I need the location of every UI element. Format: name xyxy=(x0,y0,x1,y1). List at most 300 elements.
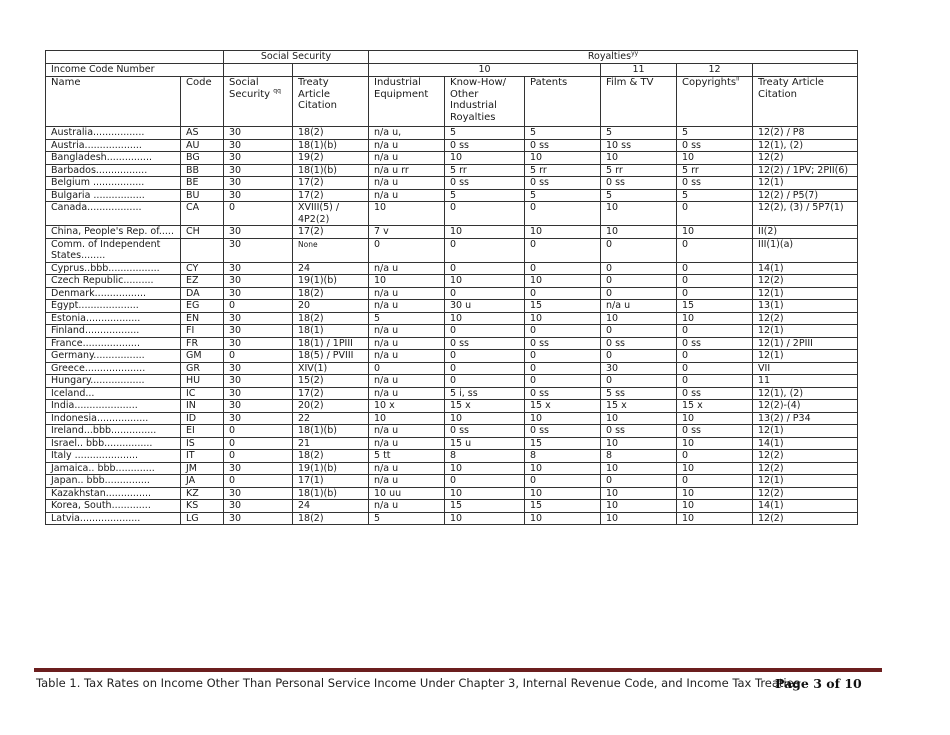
cell-social-security: 0 xyxy=(224,202,293,226)
cell-treaty-citation-2: 14(1) xyxy=(753,437,858,450)
cell-know-how: 0 xyxy=(445,475,525,488)
cell-social-security: 30 xyxy=(224,500,293,513)
cell-industrial-equipment: n/a u xyxy=(369,300,445,313)
cell-patents: 15 xyxy=(525,437,601,450)
cell-know-how: 0 xyxy=(445,362,525,375)
cell-industrial-equipment: n/a u xyxy=(369,500,445,513)
cell-patents: 0 xyxy=(525,475,601,488)
cell-copyrights: 5 rr xyxy=(677,164,753,177)
cell-name: Estonia.................. xyxy=(46,312,181,325)
cell-film-tv: 0 xyxy=(601,375,677,388)
cell-treaty-citation: 18(1)(b) xyxy=(293,425,369,438)
cell-code: CA xyxy=(181,202,224,226)
cell-name: Kazakhstan............... xyxy=(46,487,181,500)
cell-code: IS xyxy=(181,437,224,450)
cell-copyrights: 0 ss xyxy=(677,425,753,438)
cell-treaty-citation: 22 xyxy=(293,412,369,425)
cell-treaty-citation-2: 12(1) xyxy=(753,325,858,338)
cell-name: Indonesia................. xyxy=(46,412,181,425)
cell-treaty-citation-2: III(1)(a) xyxy=(753,238,858,262)
cell-treaty-citation: 18(2) xyxy=(293,127,369,140)
cell-social-security: 30 xyxy=(224,226,293,239)
cell-patents: 0 ss xyxy=(525,425,601,438)
cell-industrial-equipment: 10 x xyxy=(369,400,445,413)
cell-treaty-citation-2: 12(2), (3) / 5P7(1) xyxy=(753,202,858,226)
cell-patents: 15 x xyxy=(525,400,601,413)
cell-treaty-citation-2: 12(1) / 2PIII xyxy=(753,337,858,350)
cell-social-security: 30 xyxy=(224,127,293,140)
cell-know-how: 10 xyxy=(445,312,525,325)
cell-social-security: 30 xyxy=(224,189,293,202)
cell-social-security: 30 xyxy=(224,177,293,190)
cell-treaty-citation-2: 13(2) / P34 xyxy=(753,412,858,425)
cell-code: KS xyxy=(181,500,224,513)
cell-name: Italy ..................... xyxy=(46,450,181,463)
cell-treaty-citation-2: II(2) xyxy=(753,226,858,239)
cell-treaty-citation-2: 12(1) xyxy=(753,350,858,363)
cell-treaty-citation-2: 12(2) xyxy=(753,487,858,500)
table-row xyxy=(46,127,858,140)
cell-industrial-equipment: 5 tt xyxy=(369,450,445,463)
header-industrial-equipment: Industrial Equipment xyxy=(369,77,445,127)
cell-name: Bangladesh............... xyxy=(46,152,181,165)
cell-treaty-citation: 21 xyxy=(293,437,369,450)
table-row xyxy=(46,500,858,513)
header-group-row xyxy=(46,51,858,64)
cell-patents: 0 ss xyxy=(525,139,601,152)
cell-name: Bulgaria ................. xyxy=(46,189,181,202)
cell-name: Finland.................. xyxy=(46,325,181,338)
cell-patents: 0 xyxy=(525,287,601,300)
cell-name: China, People's Rep. of..... xyxy=(46,226,181,239)
cell-film-tv: 10 ss xyxy=(601,139,677,152)
cell-copyrights: 0 ss xyxy=(677,139,753,152)
cell-copyrights: 0 xyxy=(677,275,753,288)
cell-industrial-equipment: n/a u xyxy=(369,337,445,350)
cell-patents: 10 xyxy=(525,226,601,239)
cell-copyrights: 5 xyxy=(677,189,753,202)
cell-social-security: 0 xyxy=(224,425,293,438)
cell-film-tv: 0 xyxy=(601,275,677,288)
table-row xyxy=(46,350,858,363)
cell-patents: 10 xyxy=(525,512,601,525)
cell-film-tv: 5 xyxy=(601,127,677,140)
header-income-code-row xyxy=(46,64,858,77)
cell-film-tv: 10 xyxy=(601,312,677,325)
cell-film-tv: 0 ss xyxy=(601,425,677,438)
cell-patents: 10 xyxy=(525,312,601,325)
cell-treaty-citation: 18(1)(b) xyxy=(293,487,369,500)
table-row xyxy=(46,262,858,275)
cell-social-security: 30 xyxy=(224,362,293,375)
header-patents: Patents xyxy=(525,77,601,127)
cell-name: Jamaica.. bbb............. xyxy=(46,462,181,475)
cell-name: Australia................. xyxy=(46,127,181,140)
cell-copyrights: 0 xyxy=(677,325,753,338)
header-treaty-citation-2: Treaty Article Citation xyxy=(753,77,858,127)
cell-treaty-citation: 24 xyxy=(293,500,369,513)
cell-code: ID xyxy=(181,412,224,425)
cell-treaty-citation: 18(1)(b) xyxy=(293,164,369,177)
cell-social-security: 30 xyxy=(224,164,293,177)
cell-industrial-equipment: n/a u xyxy=(369,139,445,152)
cell-treaty-citation-2: 12(2) xyxy=(753,512,858,525)
cell-code: AU xyxy=(181,139,224,152)
cell-social-security: 30 xyxy=(224,262,293,275)
cell-social-security: 30 xyxy=(224,238,293,262)
table-row xyxy=(46,362,858,375)
cell-industrial-equipment: n/a u xyxy=(369,475,445,488)
cell-treaty-citation-2: 12(2)-(4) xyxy=(753,400,858,413)
footer-divider xyxy=(34,668,882,672)
cell-treaty-citation: XVIII(5) / 4P2(2) xyxy=(293,202,369,226)
cell-film-tv: 0 xyxy=(601,325,677,338)
cell-copyrights: 15 xyxy=(677,300,753,313)
cell-treaty-citation: 19(2) xyxy=(293,152,369,165)
cell-name: Germany................. xyxy=(46,350,181,363)
cell-film-tv: 10 xyxy=(601,412,677,425)
cell-industrial-equipment: 5 xyxy=(369,512,445,525)
cell-copyrights: 0 xyxy=(677,362,753,375)
cell-treaty-citation: 18(2) xyxy=(293,287,369,300)
table-row xyxy=(46,275,858,288)
cell-copyrights: 10 xyxy=(677,312,753,325)
table-row xyxy=(46,226,858,239)
header-royalties-group: Royalties$^{yy}$ xyxy=(369,51,858,64)
cell-code: BE xyxy=(181,177,224,190)
header-code: Code xyxy=(181,77,224,127)
cell-film-tv: 10 xyxy=(601,512,677,525)
cell-copyrights: 15 x xyxy=(677,400,753,413)
cell-know-how: 15 x xyxy=(445,400,525,413)
cell-name: Cyprus..bbb................. xyxy=(46,262,181,275)
cell-code: KZ xyxy=(181,487,224,500)
cell-treaty-citation-2: 12(2) xyxy=(753,152,858,165)
cell-patents: 8 xyxy=(525,450,601,463)
cell-treaty-citation-2: 12(2) xyxy=(753,275,858,288)
cell-patents: 0 ss xyxy=(525,337,601,350)
cell-code: IC xyxy=(181,387,224,400)
cell-treaty-citation: None xyxy=(293,238,369,262)
table-row xyxy=(46,177,858,190)
cell-social-security: 30 xyxy=(224,287,293,300)
cell-know-how: 10 xyxy=(445,412,525,425)
cell-patents: 5 xyxy=(525,189,601,202)
table-row xyxy=(46,139,858,152)
cell-industrial-equipment: 5 xyxy=(369,312,445,325)
cell-code: FR xyxy=(181,337,224,350)
cell-copyrights: 0 xyxy=(677,202,753,226)
tax-rates-table xyxy=(45,50,858,525)
cell-social-security: 30 xyxy=(224,152,293,165)
cell-code: GM xyxy=(181,350,224,363)
cell-treaty-citation-2: 12(1) xyxy=(753,177,858,190)
cell-code: EN xyxy=(181,312,224,325)
cell-film-tv: 10 xyxy=(601,437,677,450)
cell-industrial-equipment: n/a u xyxy=(369,350,445,363)
cell-copyrights: 0 ss xyxy=(677,387,753,400)
cell-treaty-citation-2: 12(2) / P8 xyxy=(753,127,858,140)
cell-know-how: 15 xyxy=(445,500,525,513)
cell-name: Greece.................... xyxy=(46,362,181,375)
cell-treaty-citation-2: 12(2) / P5(7) xyxy=(753,189,858,202)
cell-treaty-citation-2: 14(1) xyxy=(753,500,858,513)
cell-code: BB xyxy=(181,164,224,177)
cell-social-security: 30 xyxy=(224,512,293,525)
cell-film-tv: 30 xyxy=(601,362,677,375)
cell-copyrights: 0 xyxy=(677,375,753,388)
cell-copyrights: 0 xyxy=(677,350,753,363)
cell-industrial-equipment: n/a u, xyxy=(369,127,445,140)
cell-know-how: 10 xyxy=(445,152,525,165)
cell-code: CY xyxy=(181,262,224,275)
cell-treaty-citation: 18(5) / PVIII xyxy=(293,350,369,363)
cell-social-security: 30 xyxy=(224,462,293,475)
cell-patents: 0 xyxy=(525,375,601,388)
cell-know-how: 5 i, ss xyxy=(445,387,525,400)
cell-social-security: 30 xyxy=(224,325,293,338)
cell-copyrights: 10 xyxy=(677,512,753,525)
cell-code: EZ xyxy=(181,275,224,288)
cell-industrial-equipment: n/a u xyxy=(369,262,445,275)
cell-treaty-citation: 18(2) xyxy=(293,450,369,463)
cell-know-how: 0 ss xyxy=(445,425,525,438)
cell-film-tv: 10 xyxy=(601,202,677,226)
cell-patents: 15 xyxy=(525,500,601,513)
cell-industrial-equipment: n/a u xyxy=(369,287,445,300)
cell-code: JA xyxy=(181,475,224,488)
cell-code: DA xyxy=(181,287,224,300)
cell-film-tv: 0 xyxy=(601,475,677,488)
cell-industrial-equipment: n/a u rr xyxy=(369,164,445,177)
cell-industrial-equipment: n/a u xyxy=(369,177,445,190)
cell-copyrights: 10 xyxy=(677,412,753,425)
cell-treaty-citation: 24 xyxy=(293,262,369,275)
cell-name: Japan.. bbb............... xyxy=(46,475,181,488)
cell-patents: 0 xyxy=(525,325,601,338)
table-row xyxy=(46,312,858,325)
cell-treaty-citation-2: 12(1) xyxy=(753,287,858,300)
cell-code: EG xyxy=(181,300,224,313)
cell-treaty-citation: 19(1)(b) xyxy=(293,275,369,288)
cell-know-how: 0 ss xyxy=(445,139,525,152)
cell-name: Israel.. bbb................ xyxy=(46,437,181,450)
cell-treaty-citation-2: 12(1), (2) xyxy=(753,387,858,400)
cell-know-how: 0 xyxy=(445,238,525,262)
cell-film-tv: 5 ss xyxy=(601,387,677,400)
cell-film-tv: 10 xyxy=(601,226,677,239)
cell-industrial-equipment: n/a u xyxy=(369,387,445,400)
cell-copyrights: 0 ss xyxy=(677,337,753,350)
cell-patents: 10 xyxy=(525,412,601,425)
cell-code: LG xyxy=(181,512,224,525)
table-row xyxy=(46,450,858,463)
cell-code: BG xyxy=(181,152,224,165)
cell-film-tv: 5 xyxy=(601,189,677,202)
cell-treaty-citation: 18(2) xyxy=(293,512,369,525)
cell-treaty-citation-2: 13(1) xyxy=(753,300,858,313)
cell-treaty-citation-2: 12(1) xyxy=(753,475,858,488)
cell-copyrights: 10 xyxy=(677,500,753,513)
cell-name: Hungary.................. xyxy=(46,375,181,388)
page-number: Page 3 of 10 xyxy=(775,676,862,691)
cell-know-how: 10 xyxy=(445,512,525,525)
cell-copyrights: 0 xyxy=(677,287,753,300)
table-row xyxy=(46,238,858,262)
header-code-10: 10 xyxy=(369,64,601,77)
header-code-11: 11 xyxy=(601,64,677,77)
cell-social-security: 0 xyxy=(224,437,293,450)
cell-name: Ireland...bbb............... xyxy=(46,425,181,438)
table-row xyxy=(46,287,858,300)
table-row xyxy=(46,152,858,165)
cell-industrial-equipment: n/a u xyxy=(369,375,445,388)
table-row xyxy=(46,400,858,413)
cell-name: India..................... xyxy=(46,400,181,413)
cell-name: Belgium ................. xyxy=(46,177,181,190)
cell-treaty-citation-2: 12(1) xyxy=(753,425,858,438)
cell-patents: 0 ss xyxy=(525,387,601,400)
cell-treaty-citation: 18(1) xyxy=(293,325,369,338)
cell-industrial-equipment: 0 xyxy=(369,362,445,375)
cell-treaty-citation: 18(2) xyxy=(293,312,369,325)
cell-patents: 5 rr xyxy=(525,164,601,177)
table-row xyxy=(46,375,858,388)
table-row xyxy=(46,300,858,313)
cell-social-security: 30 xyxy=(224,400,293,413)
cell-name: Czech Republic.......... xyxy=(46,275,181,288)
cell-name: Canada.................. xyxy=(46,202,181,226)
cell-know-how: 0 ss xyxy=(445,337,525,350)
cell-treaty-citation: 17(2) xyxy=(293,226,369,239)
cell-treaty-citation-2: 12(2) xyxy=(753,450,858,463)
cell-know-how: 0 xyxy=(445,262,525,275)
table-row xyxy=(46,337,858,350)
cell-code: JM xyxy=(181,462,224,475)
cell-treaty-citation: 19(1)(b) xyxy=(293,462,369,475)
cell-name: Denmark................. xyxy=(46,287,181,300)
cell-treaty-citation: 17(2) xyxy=(293,177,369,190)
cell-know-how: 10 xyxy=(445,487,525,500)
cell-patents: 10 xyxy=(525,152,601,165)
cell-name: Latvia.................... xyxy=(46,512,181,525)
cell-copyrights: 5 xyxy=(677,127,753,140)
cell-know-how: 15 u xyxy=(445,437,525,450)
cell-name: Egypt.................... xyxy=(46,300,181,313)
cell-social-security: 0 xyxy=(224,300,293,313)
header-social-security: Social Security $^{qq}$ xyxy=(224,77,293,127)
cell-copyrights: 0 xyxy=(677,475,753,488)
cell-code: CH xyxy=(181,226,224,239)
cell-patents: 15 xyxy=(525,300,601,313)
header-film-tv: Film & TV xyxy=(601,77,677,127)
cell-know-how: 5 rr xyxy=(445,164,525,177)
cell-patents: 0 ss xyxy=(525,177,601,190)
cell-copyrights: 10 xyxy=(677,462,753,475)
cell-film-tv: 0 ss xyxy=(601,177,677,190)
cell-name: France................... xyxy=(46,337,181,350)
cell-patents: 10 xyxy=(525,462,601,475)
table-row xyxy=(46,387,858,400)
cell-name: Korea, South............. xyxy=(46,500,181,513)
table-row xyxy=(46,512,858,525)
cell-name: Comm. of Independent States........ xyxy=(46,238,181,262)
cell-patents: 5 xyxy=(525,127,601,140)
cell-film-tv: 0 ss xyxy=(601,337,677,350)
cell-treaty-citation: 15(2) xyxy=(293,375,369,388)
cell-film-tv: 0 xyxy=(601,238,677,262)
cell-film-tv: 5 rr xyxy=(601,164,677,177)
cell-film-tv: 0 xyxy=(601,287,677,300)
cell-film-tv: 0 xyxy=(601,350,677,363)
cell-patents: 0 xyxy=(525,262,601,275)
cell-treaty-citation-2: 12(2) xyxy=(753,462,858,475)
cell-social-security: 30 xyxy=(224,387,293,400)
cell-treaty-citation: 17(2) xyxy=(293,387,369,400)
table-row xyxy=(46,202,858,226)
cell-know-how: 5 xyxy=(445,189,525,202)
cell-copyrights: 10 xyxy=(677,226,753,239)
cell-code: EI xyxy=(181,425,224,438)
cell-code: AS xyxy=(181,127,224,140)
cell-code: IN xyxy=(181,400,224,413)
table-row xyxy=(46,412,858,425)
cell-film-tv: n/a u xyxy=(601,300,677,313)
cell-copyrights: 10 xyxy=(677,437,753,450)
cell-treaty-citation: XIV(1) xyxy=(293,362,369,375)
cell-industrial-equipment: 10 uu xyxy=(369,487,445,500)
cell-copyrights: 0 ss xyxy=(677,177,753,190)
cell-industrial-equipment: 10 xyxy=(369,412,445,425)
table-header xyxy=(46,51,858,127)
cell-name: Iceland... xyxy=(46,387,181,400)
cell-treaty-citation: 18(1)(b) xyxy=(293,139,369,152)
cell-know-how: 5 xyxy=(445,127,525,140)
cell-code: HU xyxy=(181,375,224,388)
cell-code xyxy=(181,238,224,262)
cell-social-security: 0 xyxy=(224,350,293,363)
cell-film-tv: 10 xyxy=(601,152,677,165)
cell-industrial-equipment: n/a u xyxy=(369,325,445,338)
cell-know-how: 10 xyxy=(445,275,525,288)
table-row xyxy=(46,437,858,450)
table-row xyxy=(46,325,858,338)
header-treaty-citation: Treaty Article Citation xyxy=(293,77,369,127)
cell-code: FI xyxy=(181,325,224,338)
footer-caption: Table 1. Tax Rates on Income Other Than Personal Service Income Under Chapter 3, Internal Revenue Code, and Income Tax Treaties xyxy=(36,676,800,690)
cell-copyrights: 0 xyxy=(677,450,753,463)
cell-treaty-citation: 17(1) xyxy=(293,475,369,488)
cell-industrial-equipment: 0 xyxy=(369,238,445,262)
cell-treaty-citation-2: 11 xyxy=(753,375,858,388)
cell-patents: 10 xyxy=(525,275,601,288)
cell-know-how: 30 u xyxy=(445,300,525,313)
cell-name: Austria................... xyxy=(46,139,181,152)
cell-treaty-citation: 17(2) xyxy=(293,189,369,202)
cell-patents: 0 xyxy=(525,238,601,262)
cell-social-security: 0 xyxy=(224,475,293,488)
cell-social-security: 30 xyxy=(224,412,293,425)
cell-code: GR xyxy=(181,362,224,375)
cell-know-how: 8 xyxy=(445,450,525,463)
header-know-how: Know-How/ Other Industrial Royalties xyxy=(445,77,525,127)
cell-copyrights: 0 xyxy=(677,262,753,275)
table-row xyxy=(46,462,858,475)
cell-social-security: 30 xyxy=(224,487,293,500)
table-row xyxy=(46,425,858,438)
cell-treaty-citation-2: VII xyxy=(753,362,858,375)
cell-social-security: 30 xyxy=(224,275,293,288)
